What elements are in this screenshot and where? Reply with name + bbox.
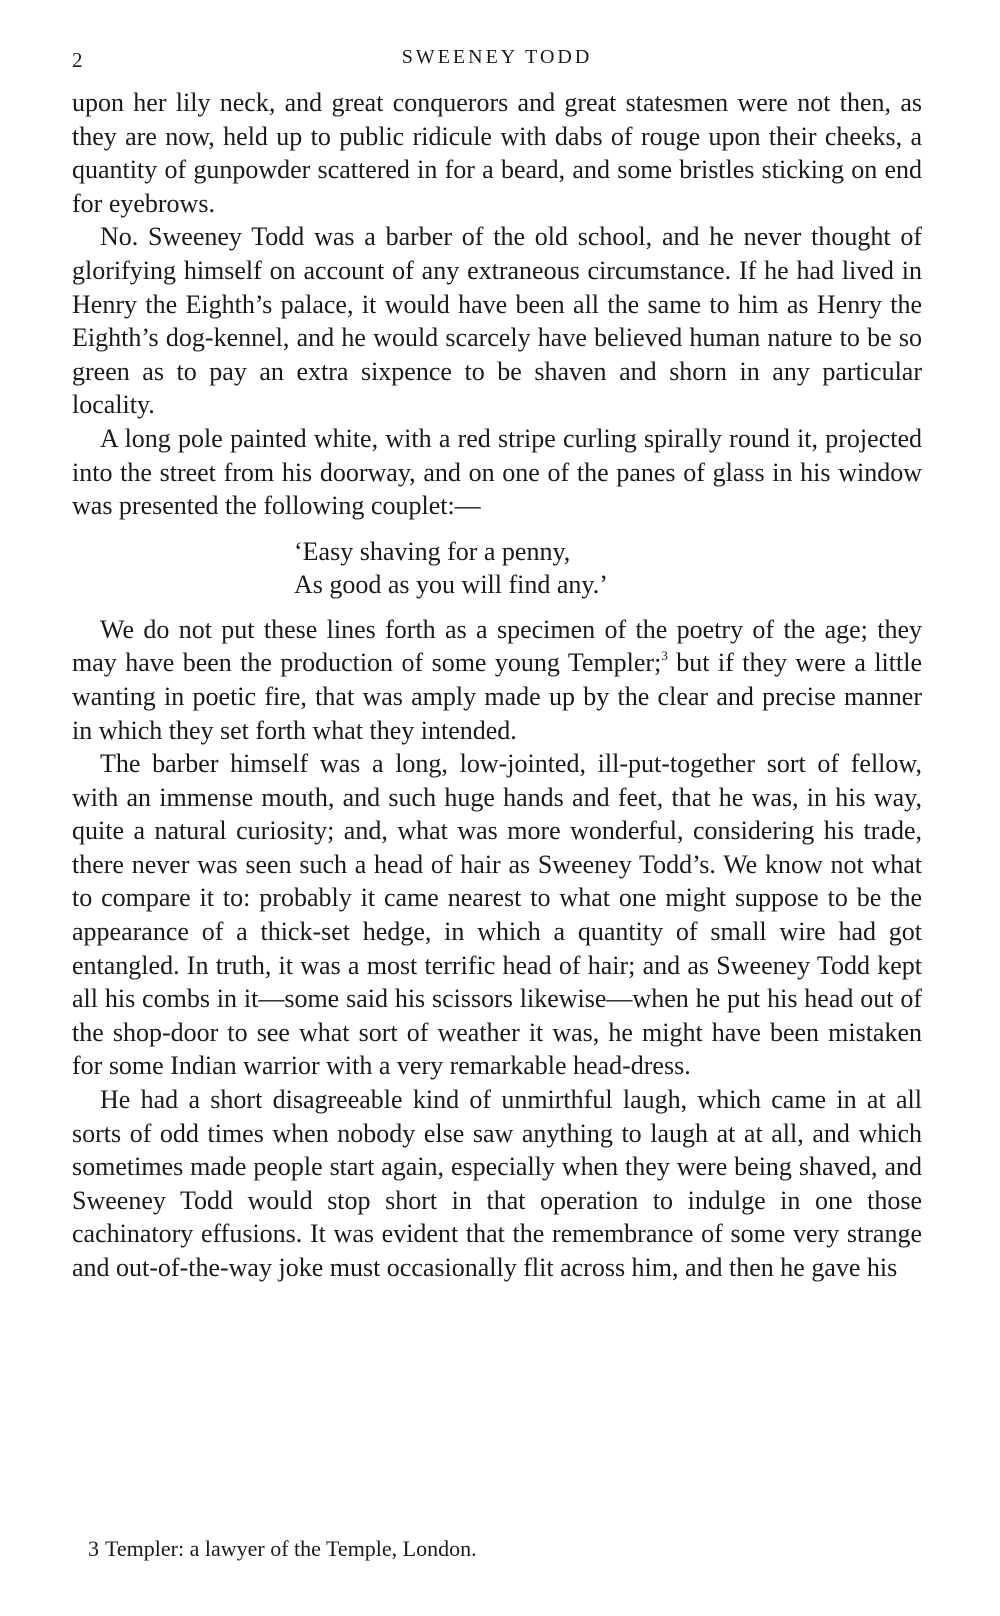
paragraph-4 [72,613,922,747]
paragraph-6: He had a short disagreeable kind of unmirthful laugh, which came in at all sorts of odd times when nobody else saw anything to laugh at at all, and which sometimes made people start again, especially when they were being shaved, and Sweeney Todd would stop short in that operation to indulge in one those cachinatory effusions. It was evident that the remembrance of some very strange and out-of-the-way joke must occasionally flit across him, and then he gave his [72,1085,922,1282]
paragraph-5: The barber himself was a long, low-jointed, ill-put-together sort of fellow, with an immense mouth, and such huge hands and feet, that he was, in his way, quite a natural curiosity; and, what was more wonderful, considering his trade, there never was seen such a head of hair as Sweeney Todd’s. We know not what to compare it to: probably it came nearest to what one might suppose to be the appearance of a thick-set hedge, in which a quantity of small wire had got entangled. In truth, it was a most terrific head of hair; and as Sweeney Todd kept all his combs in it—some said his scissors likewise—when he put his head out of the shop-door to see what sort of weather it was, he might have been mistaken for some Indian warrior with a very remarkable head-dress. [72,749,922,1081]
running-head [72,46,922,78]
footnote-text: Templer: a lawyer of the Temple, London. [105,1536,477,1561]
couplet-line-2: As good as you will find any.’ [294,569,608,599]
footnote-reference: 3 [661,648,668,664]
footnote [88,1536,477,1562]
footnote-number: 3 [88,1536,99,1561]
body-text [72,86,922,1285]
paragraph-1: upon her lily neck, and great conquerors and great statesmen were not then, as they are now, held up to public ridicule with dabs of rouge upon their cheeks, a quantity of gunpowder scattered in for a beard, and some bristles sticking on end for eyebrows. [72,88,922,218]
running-title: SWEENEY TODD [401,46,593,68]
page-number: 2 [72,48,83,72]
book-page [72,46,922,1285]
paragraph-4-text-b: but if they were a little wanting in poetic fire, that was amply made up by the clear and precise manner in which they set forth what they intended. [72,648,922,745]
paragraph-2: No. Sweeney Todd was a barber of the old school, and he never thought of glorifying himself on account of any extraneous circumstance. If he had lived in Henry the Eighth’s palace, it would have been all the same to him as Henry the Eighth’s dog-kennel, and he would scarcely have believed human nature to be so green as to pay an extra sixpence to be shaven and shorn in any particular locality. [72,222,922,420]
couplet [294,535,922,601]
paragraph-4-text-a: We do not put these lines forth as a specimen of the poetry of the age; they may have been the production of some young Templer; [72,614,922,678]
couplet-line-1: ‘Easy shaving for a penny, [294,536,571,566]
paragraph-3: A long pole painted white, with a red stripe curling spirally round it, projected into the street from his doorway, and on one of the panes of glass in his window was presented the following couplet:— [72,423,922,521]
